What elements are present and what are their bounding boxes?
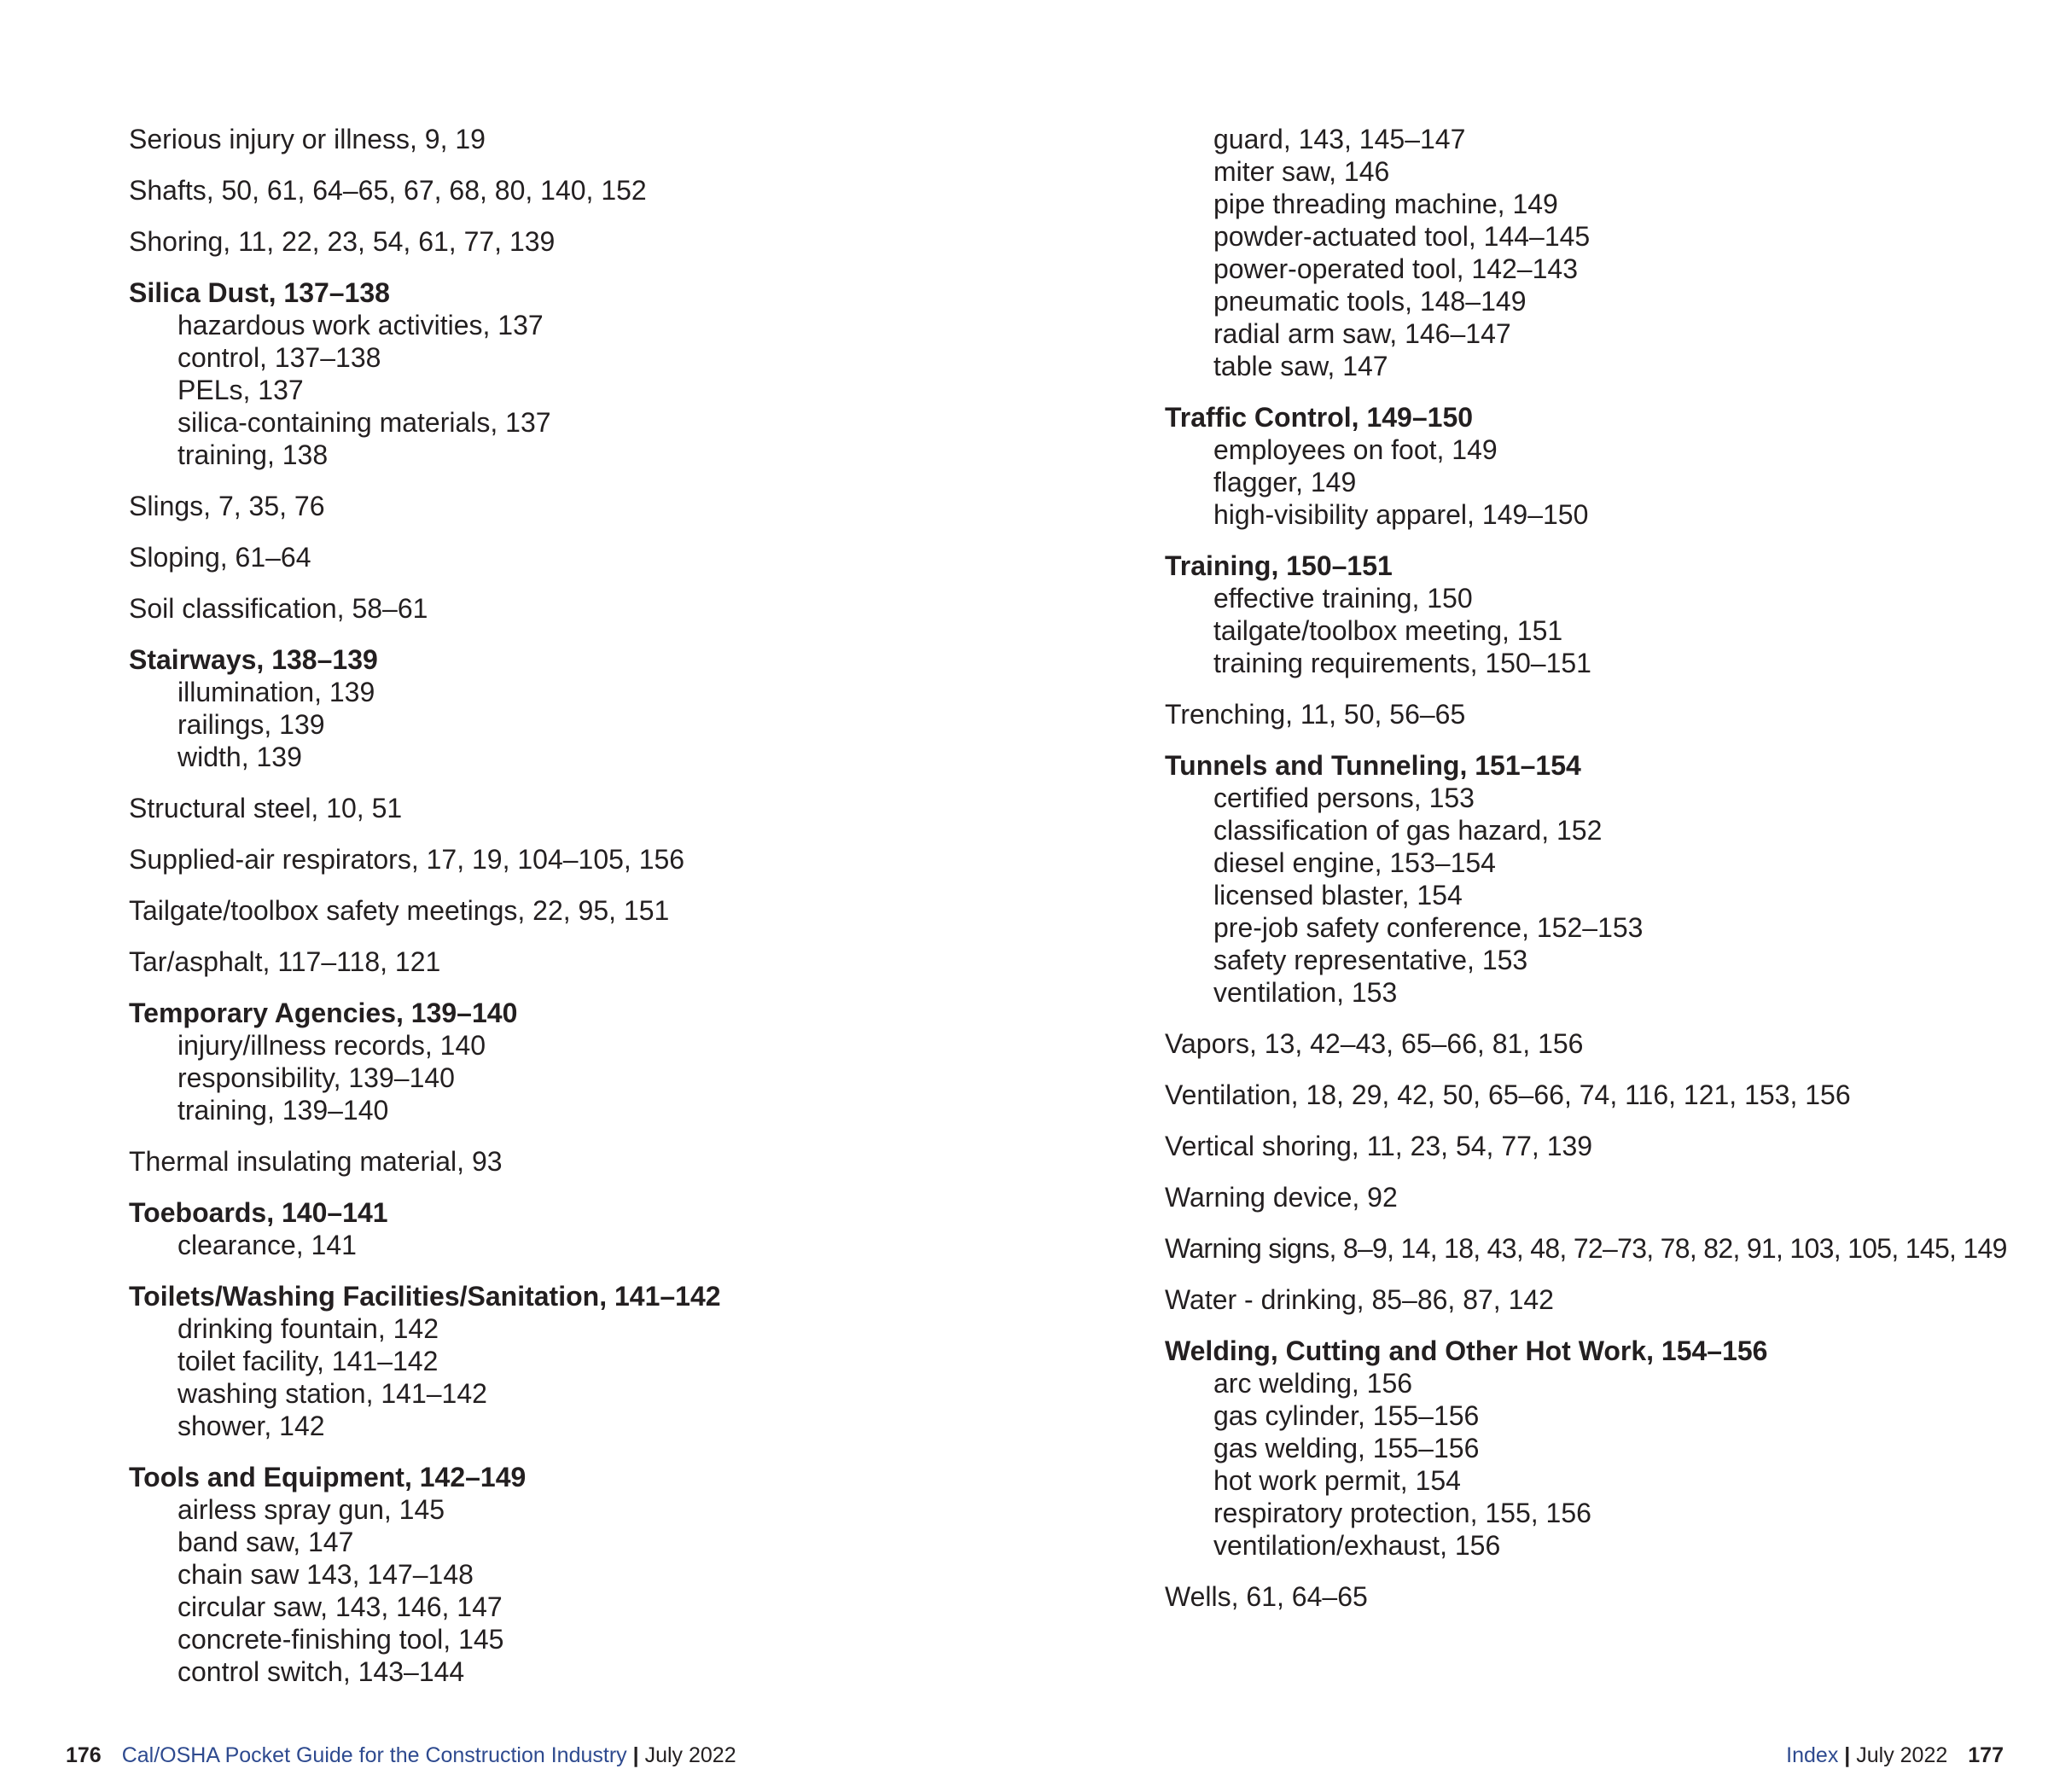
- index-entry: [129, 276, 1110, 471]
- index-entry: [1165, 1283, 2018, 1316]
- index-term: Trenching, 11, 50, 56–65: [1165, 699, 1466, 730]
- index-subentry: clearance, 141: [177, 1230, 357, 1260]
- index-term: Warning signs, 8–9, 14, 18, 43, 48, 72–73, 78, 82, 91, 103, 105, 145, 149: [1165, 1233, 2007, 1264]
- index-subentry: training, 139–140: [177, 1095, 389, 1126]
- index-subentry: high-visibility apparel, 149–150: [1213, 499, 1589, 530]
- page-number-right: 177: [1968, 1743, 2004, 1767]
- index-subentry: chain saw 143, 147–148: [177, 1559, 474, 1590]
- index-subentry: respiratory protection, 155, 156: [1213, 1498, 1591, 1528]
- index-entry: [129, 174, 1110, 207]
- index-subentry: shower, 142: [177, 1411, 325, 1441]
- index-term: Wells, 61, 64–65: [1165, 1581, 1368, 1612]
- page-number-left: 176: [66, 1743, 102, 1767]
- index-term: Sloping, 61–64: [129, 542, 311, 573]
- index-entry: [1165, 550, 2018, 679]
- index-subentry: ventilation, 153: [1213, 977, 1398, 1008]
- index-entry: [129, 643, 1110, 773]
- index-term: Serious injury or illness, 9, 19: [129, 124, 486, 154]
- footer-separator: |: [632, 1743, 639, 1767]
- index-heading: Tools and Equipment, 142–149: [129, 1462, 527, 1492]
- index-subentry: circular saw, 143, 146, 147: [177, 1591, 503, 1622]
- index-entry: [1165, 1130, 2018, 1162]
- index-subentry: miter saw, 146: [1213, 156, 1390, 187]
- index-entry: [129, 225, 1110, 258]
- index-entry: [129, 1145, 1110, 1178]
- index-subentry: injury/illness records, 140: [177, 1030, 486, 1061]
- index-term: Vapors, 13, 42–43, 65–66, 81, 156: [1165, 1028, 1584, 1059]
- index-entry-continuation: [1165, 123, 2018, 382]
- index-term: Shoring, 11, 22, 23, 54, 61, 77, 139: [129, 226, 556, 257]
- index-entry: [129, 792, 1110, 824]
- index-subentry: table saw, 147: [1213, 351, 1388, 381]
- index-heading: Silica Dust, 137–138: [129, 277, 390, 308]
- index-subentry: gas welding, 155–156: [1213, 1433, 1480, 1463]
- index-subentry: hot work permit, 154: [1213, 1465, 1461, 1496]
- index-subentry: classification of gas hazard, 152: [1213, 815, 1603, 846]
- footer-guide-title: Cal/OSHA Pocket Guide for the Construction Industry: [121, 1743, 627, 1767]
- index-term: Water - drinking, 85–86, 87, 142: [1165, 1284, 1554, 1315]
- index-subentry: hazardous work activities, 137: [177, 310, 544, 340]
- index-subentry: radial arm saw, 146–147: [1213, 318, 1511, 349]
- index-subentry: licensed blaster, 154: [1213, 880, 1463, 911]
- index-term: Shafts, 50, 61, 64–65, 67, 68, 80, 140, 152: [129, 175, 647, 206]
- index-heading: Toeboards, 140–141: [129, 1197, 388, 1228]
- index-entry: [129, 997, 1110, 1126]
- index-subentry: washing station, 141–142: [177, 1378, 487, 1409]
- footer-right: [1786, 1743, 2004, 1768]
- index-heading: Toilets/Washing Facilities/Sanitation, 141–142: [129, 1281, 721, 1312]
- index-entry: [1165, 1335, 2018, 1562]
- index-entry: [1165, 1181, 2018, 1213]
- index-subentry: pipe threading machine, 149: [1213, 189, 1558, 219]
- index-subentry: airless spray gun, 145: [177, 1494, 445, 1525]
- index-subentry: training, 138: [177, 439, 329, 470]
- index-entry: [1165, 1232, 2018, 1265]
- right-index-column: [1165, 123, 2018, 1632]
- index-heading: Training, 150–151: [1165, 550, 1393, 581]
- index-heading: Tunnels and Tunneling, 151–154: [1165, 750, 1581, 781]
- index-heading: Traffic Control, 149–150: [1165, 402, 1474, 433]
- footer-section-name: Index: [1786, 1743, 1839, 1767]
- index-term: Ventilation, 18, 29, 42, 50, 65–66, 74, 116, 121, 153, 156: [1165, 1079, 1851, 1110]
- index-subentry: concrete-finishing tool, 145: [177, 1624, 504, 1655]
- footer-left: [66, 1743, 736, 1768]
- index-subentry: railings, 139: [177, 709, 325, 740]
- index-subentry: control, 137–138: [177, 342, 381, 373]
- index-entry: [129, 490, 1110, 522]
- index-entry: [129, 1280, 1110, 1442]
- footer-date-left: July 2022: [644, 1743, 736, 1767]
- index-subentry: safety representative, 153: [1213, 945, 1528, 975]
- index-entry: [129, 123, 1110, 155]
- index-entry: [129, 1196, 1110, 1261]
- index-entry: [129, 541, 1110, 573]
- index-subentry: width, 139: [177, 742, 302, 772]
- index-heading: Welding, Cutting and Other Hot Work, 154–156: [1165, 1335, 1768, 1366]
- index-entry: [1165, 698, 2018, 730]
- index-entry: [1165, 1079, 2018, 1111]
- index-subentry: powder-actuated tool, 144–145: [1213, 221, 1591, 252]
- index-subentry: flagger, 149: [1213, 467, 1357, 497]
- index-term: Vertical shoring, 11, 23, 54, 77, 139: [1165, 1131, 1593, 1161]
- index-subentry: training requirements, 150–151: [1213, 648, 1591, 678]
- index-term: Supplied-air respirators, 17, 19, 104–105, 156: [129, 844, 685, 875]
- index-heading: Temporary Agencies, 139–140: [129, 998, 518, 1028]
- index-term: Tar/asphalt, 117–118, 121: [129, 946, 441, 977]
- index-term: Slings, 7, 35, 76: [129, 491, 325, 521]
- index-subentry: guard, 143, 145–147: [1213, 124, 1466, 154]
- index-entry: [129, 945, 1110, 978]
- index-subentry: diesel engine, 153–154: [1213, 847, 1496, 878]
- footer-date-right: July 2022: [1856, 1743, 1948, 1767]
- left-index-column: [129, 123, 1110, 1707]
- index-term: Thermal insulating material, 93: [129, 1146, 503, 1177]
- index-subentry: control switch, 143–144: [177, 1656, 465, 1687]
- index-subentry: band saw, 147: [177, 1527, 354, 1557]
- index-term: Soil classification, 58–61: [129, 593, 428, 624]
- index-entry: [1165, 1027, 2018, 1060]
- index-subentry: responsibility, 139–140: [177, 1062, 455, 1093]
- index-entry: [1165, 401, 2018, 531]
- index-entry: [129, 592, 1110, 625]
- index-subentry: illumination, 139: [177, 677, 375, 707]
- index-term: Structural steel, 10, 51: [129, 793, 403, 823]
- footer-separator: |: [1844, 1743, 1851, 1767]
- index-subentry: drinking fountain, 142: [177, 1313, 439, 1344]
- index-entry: [1165, 1580, 2018, 1613]
- index-subentry: arc welding, 156: [1213, 1368, 1413, 1399]
- index-subentry: tailgate/toolbox meeting, 151: [1213, 615, 1563, 646]
- index-entry: [129, 894, 1110, 927]
- index-term: Tailgate/toolbox safety meetings, 22, 95, 151: [129, 895, 670, 926]
- index-subentry: gas cylinder, 155–156: [1213, 1400, 1480, 1431]
- index-subentry: employees on foot, 149: [1213, 434, 1498, 465]
- index-subentry: pneumatic tools, 148–149: [1213, 286, 1527, 317]
- index-subentry: silica-containing materials, 137: [177, 407, 551, 438]
- index-subentry: certified persons, 153: [1213, 783, 1475, 813]
- index-subentry: pre-job safety conference, 152–153: [1213, 912, 1644, 943]
- index-subentry: toilet facility, 141–142: [177, 1346, 439, 1376]
- index-term: Warning device, 92: [1165, 1182, 1398, 1213]
- index-subentry: effective training, 150: [1213, 583, 1473, 614]
- index-entry: [129, 1461, 1110, 1688]
- index-heading: Stairways, 138–139: [129, 644, 378, 675]
- index-subentry: power-operated tool, 142–143: [1213, 253, 1578, 284]
- index-entry: [1165, 749, 2018, 1009]
- index-subentry: ventilation/exhaust, 156: [1213, 1530, 1501, 1561]
- index-entry: [129, 843, 1110, 876]
- index-subentry: PELs, 137: [177, 375, 304, 405]
